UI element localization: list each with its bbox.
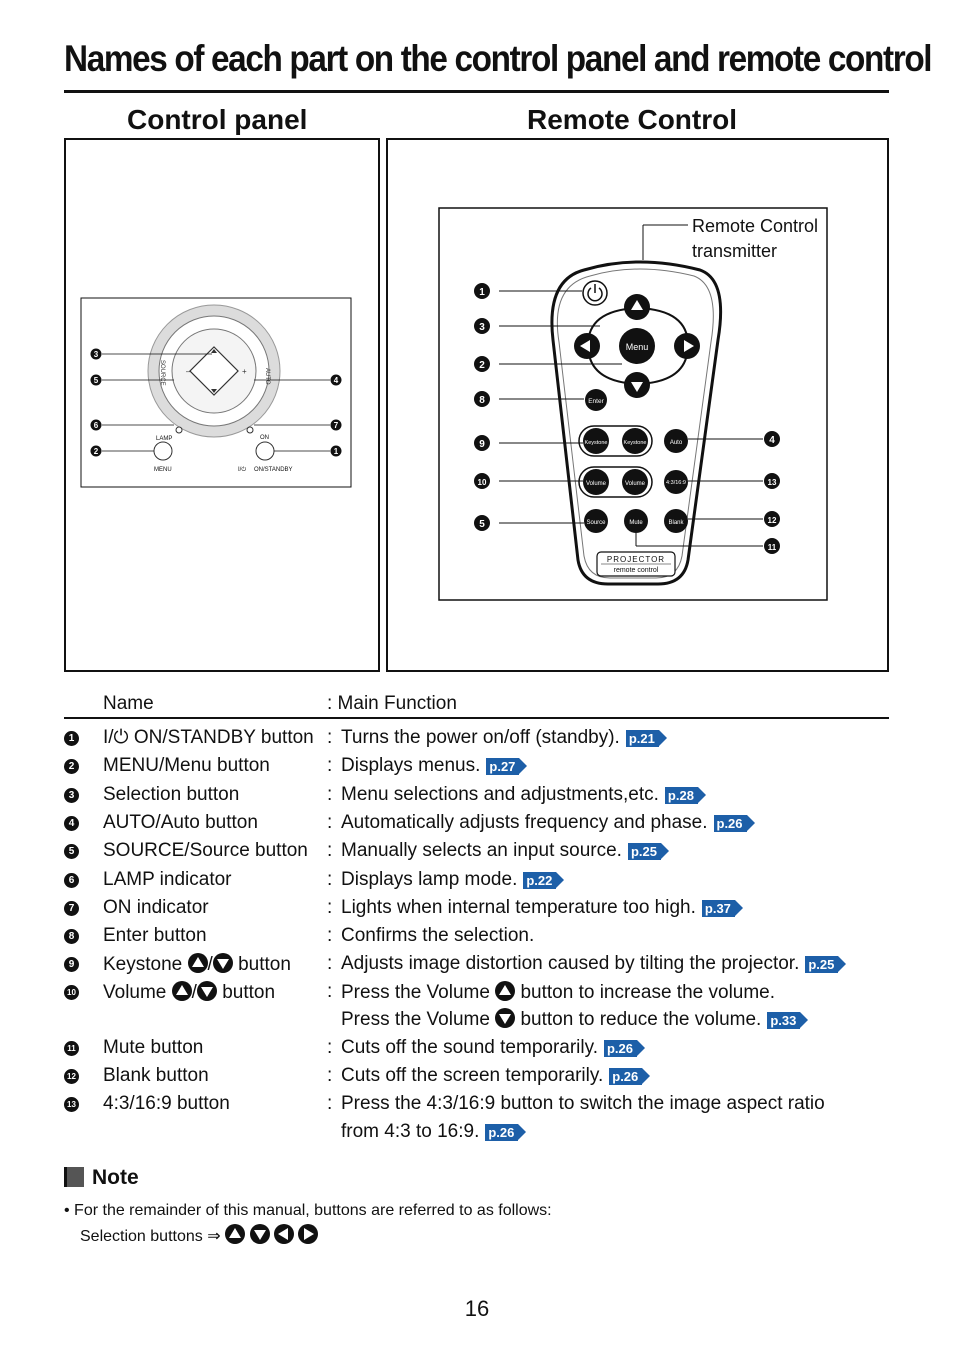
- down-arrow-icon: [250, 1224, 270, 1244]
- svg-text:Keystone: Keystone: [623, 440, 647, 446]
- page-ref-link[interactable]: p.25: [628, 843, 661, 860]
- remote-control-heading: Remote Control: [527, 104, 737, 135]
- svg-text:+: +: [242, 367, 247, 376]
- page-ref-link[interactable]: p.25: [805, 956, 838, 973]
- transmitter-label-1: Remote Control: [692, 216, 819, 236]
- remote-callout-9: 9: [479, 439, 485, 450]
- panel-callout-7: 7: [333, 421, 339, 430]
- up-arrow-icon: [172, 981, 192, 1001]
- note-selection-line: Selection buttons ⇒: [80, 1224, 318, 1246]
- page-ref-link[interactable]: p.21: [626, 730, 659, 747]
- control-panel-diagram: [66, 140, 378, 670]
- note-heading: Note: [64, 1166, 139, 1190]
- table-row: 5 SOURCE/Source button : Manually selects an input source. p.25: [0, 840, 954, 868]
- table-row: 11 Mute button : Cuts off the sound temporarily. p.26: [0, 1037, 954, 1065]
- panel-callout-1: 1: [333, 447, 339, 456]
- svg-text:Auto: Auto: [669, 440, 683, 446]
- remote-callout-11: 11: [767, 543, 777, 552]
- table-row: 13 4:3/16:9 button : Press the 4:3/16:9 button to switch the image aspect ratio: [0, 1093, 954, 1121]
- table-row: 3 Selection button : Menu selections and adjustments,etc. p.28: [0, 784, 954, 812]
- table-row: 7 ON indicator : Lights when internal temperature too high. p.37: [0, 897, 954, 925]
- page-ref-link[interactable]: p.26: [485, 1124, 518, 1141]
- panel-callout-4: 4: [333, 376, 339, 385]
- table-row: 4 AUTO/Auto button : Automatically adjusts frequency and phase. p.26: [0, 812, 954, 840]
- panel-callout-6: 6: [93, 421, 99, 430]
- panel-menu-button: [154, 442, 172, 460]
- table-row: 9 Keystone / button : Adjusts image distortion caused by tilting the projector. p.25: [0, 953, 954, 981]
- panel-on-standby-label: ON/STANDBY: [254, 467, 293, 473]
- panel-on-standby-button: [256, 442, 274, 460]
- svg-text:Blank: Blank: [668, 520, 684, 526]
- up-arrow-icon: [188, 953, 208, 973]
- control-panel-box: [64, 138, 380, 672]
- table-row: Press the Volume button to reduce the volume. p.33: [0, 1008, 954, 1036]
- page-ref-link[interactable]: p.27: [486, 758, 519, 775]
- title-rule: [64, 90, 889, 93]
- panel-on-label: ON: [260, 435, 269, 441]
- table-row: 2 MENU/Menu button : Displays menus. p.27: [0, 755, 954, 783]
- svg-text:–: –: [186, 367, 191, 376]
- row-number: 1: [64, 731, 79, 746]
- row-function: Turns the power on/off (standby). p.21: [341, 727, 659, 749]
- up-arrow-icon: [225, 1224, 245, 1244]
- table-row: 1 I/⏻ ON/STANDBY button Turns the power on/off (standby). p.21 :: [0, 727, 954, 755]
- page-ref-link[interactable]: p.26: [609, 1068, 642, 1085]
- up-arrow-icon: [495, 981, 515, 1001]
- remote-enter-label: Enter: [588, 398, 604, 405]
- page-ref-link[interactable]: p.22: [523, 872, 556, 889]
- remote-callout-8: 8: [479, 395, 485, 406]
- panel-callout-3: 3: [93, 350, 99, 359]
- panel-lamp-indicator: [176, 427, 182, 433]
- page-ref-link[interactable]: p.33: [767, 1012, 800, 1029]
- note-icon: [64, 1167, 84, 1187]
- left-arrow-icon: [274, 1224, 294, 1244]
- svg-text:Source: Source: [586, 520, 606, 526]
- svg-text:Volume: Volume: [624, 481, 646, 487]
- page-ref-link[interactable]: p.37: [702, 900, 735, 917]
- page-ref-link[interactable]: p.28: [665, 787, 698, 804]
- remote-callout-13: 13: [767, 478, 777, 487]
- right-arrow-icon: [298, 1224, 318, 1244]
- table-header-name: Name: [103, 693, 154, 714]
- svg-text:remote control: remote control: [613, 567, 659, 574]
- panel-source-label: SOURCE: [159, 360, 165, 386]
- page-ref-link[interactable]: p.26: [714, 815, 747, 832]
- remote-callout-5: 5: [479, 519, 485, 530]
- remote-callout-3: 3: [479, 322, 485, 333]
- note-text: • For the remainder of this manual, buttons are referred to as follows:: [64, 1202, 552, 1219]
- svg-text:Volume: Volume: [585, 481, 607, 487]
- panel-auto-label: AUTO: [264, 368, 270, 385]
- down-arrow-icon: [213, 953, 233, 973]
- remote-callout-1: 1: [479, 287, 485, 298]
- page-number: 16: [464, 1296, 490, 1321]
- table-row: 10 Volume / button : Press the Volume button to increase the volume.: [0, 981, 954, 1009]
- table-row: 6 LAMP indicator : Displays lamp mode. p.22: [0, 869, 954, 897]
- table-row: from 4:3 to 16:9. p.26: [0, 1121, 954, 1149]
- panel-callout-2: 2: [93, 447, 99, 456]
- remote-control-diagram: [388, 140, 887, 670]
- control-panel-heading: Control panel: [127, 104, 308, 135]
- table-row: 12 Blank button : Cuts off the screen temporarily. p.26: [0, 1065, 954, 1093]
- svg-text:Keystone: Keystone: [584, 440, 608, 446]
- page-title: Names of each part on the control panel and remote control: [64, 38, 932, 79]
- remote-menu-label: Menu: [625, 342, 649, 352]
- table-header-rule: [64, 717, 889, 719]
- transmitter-label-2: transmitter: [692, 241, 778, 261]
- remote-callout-10: 10: [477, 478, 487, 487]
- down-arrow-icon: [495, 1008, 515, 1028]
- svg-text:4:3/16:9: 4:3/16:9: [666, 480, 686, 486]
- page-ref-link[interactable]: p.26: [604, 1040, 637, 1057]
- panel-menu-label: MENU: [154, 467, 172, 473]
- svg-text:Mute: Mute: [629, 520, 643, 526]
- panel-on-indicator: [247, 427, 253, 433]
- table-header-function: : Main Function: [327, 693, 457, 714]
- remote-control-box: [386, 138, 889, 672]
- row-name: I/⏻ ON/STANDBY button: [103, 727, 314, 748]
- panel-callout-5: 5: [93, 376, 99, 385]
- remote-callout-4: 4: [769, 435, 775, 446]
- panel-standby-symbol: I/⏻: [238, 467, 247, 473]
- svg-text:PROJECTOR: PROJECTOR: [606, 555, 666, 564]
- down-arrow-icon: [197, 981, 217, 1001]
- remote-callout-2: 2: [479, 360, 485, 371]
- table-row: 8 Enter button : Confirms the selection.: [0, 925, 954, 953]
- remote-callout-12: 12: [767, 516, 777, 525]
- panel-lamp-label: LAMP: [156, 436, 173, 442]
